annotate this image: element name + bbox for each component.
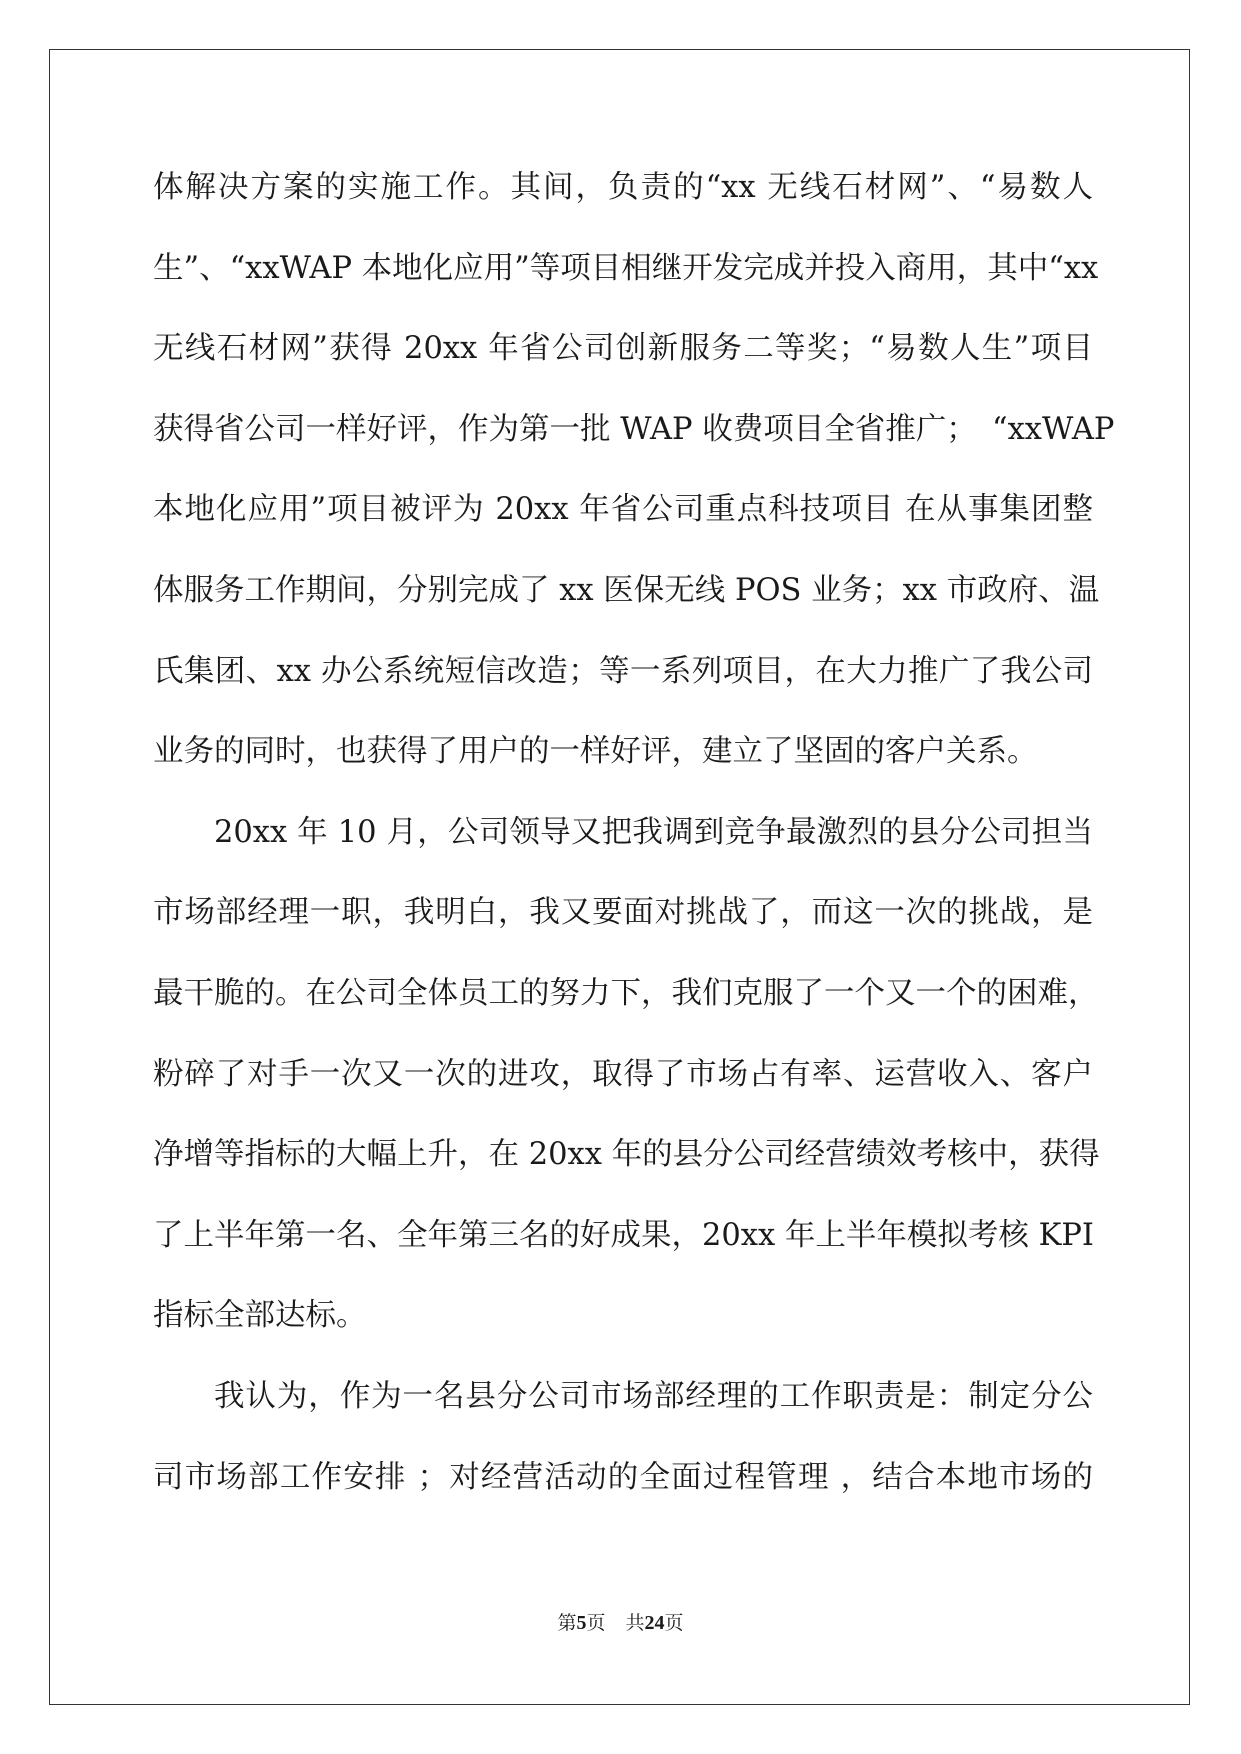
text-line: 市场部经理一职，我明白，我又要面对挑战了，而这一次的挑战，是 <box>153 895 1093 931</box>
text-line: 生”、“xxWAP 本地化应用”等项目相继开发完成并投入商用，其中“xx <box>153 250 1099 286</box>
text-line: 业务的同时，也获得了用户的一样好评，建立了坚固的客户关系。 <box>153 734 1038 770</box>
text-line: 最干脆的。在公司全体员工的努力下，我们克服了一个又一个的困难， <box>153 975 1099 1011</box>
text-line: 本地化应用”项目被评为 20xx 年省公司重点科技项目 在从事集团整 <box>153 492 1093 528</box>
footer-total-suffix: 页 <box>664 1612 684 1634</box>
text-line: 了上半年第一名、全年第三名的好成果，20xx 年上半年模拟考核 KPI <box>153 1217 1094 1253</box>
footer-prefix: 第 <box>557 1612 577 1634</box>
text-line: 获得省公司一样好评，作为第一批 WAP 收费项目全省推广； “xxWAP <box>153 411 1115 447</box>
text-line: 指标全部达标。 <box>153 1298 367 1334</box>
text-line: 氏集团、xx 办公系统短信改造；等一系列项目，在大力推广了我公司 <box>153 653 1093 689</box>
text-line: 净增等指标的大幅上升，在 20xx 年的县分公司经营绩效考核中，获得 <box>153 1137 1100 1173</box>
total-pages: 24 <box>644 1612 665 1634</box>
text-line: 体解决方案的实施工作。其间，负责的“xx 无线石材网”、“易数人 <box>153 170 1093 205</box>
document-body <box>153 148 1115 1518</box>
footer-page-suffix: 页 <box>586 1612 606 1634</box>
text-line: 粉碎了对手一次又一次的进攻，取得了市场占有率、运营收入、客户 <box>153 1056 1093 1092</box>
text-line: 我认为，作为一名县分公司市场部经理的工作职责是：制定分公 <box>214 1378 1093 1414</box>
text-line: 体服务工作期间，分别完成了 xx 医保无线 POS 业务；xx 市政府、温 <box>153 572 1100 608</box>
footer-total-prefix: 共 <box>625 1612 645 1634</box>
page-footer <box>0 1608 1241 1635</box>
text-line: 司市场部工作安排 ；对经营活动的全面过程管理 ，结合本地市场的 <box>153 1459 1093 1495</box>
page-number: 5 <box>576 1612 587 1634</box>
text-line: 20xx 年 10 月，公司领导又把我调到竞争最激烈的县分公司担当 <box>214 814 1093 850</box>
text-line: 无线石材网”获得 20xx 年省公司创新服务二等奖；“易数人生”项目 <box>153 331 1093 367</box>
